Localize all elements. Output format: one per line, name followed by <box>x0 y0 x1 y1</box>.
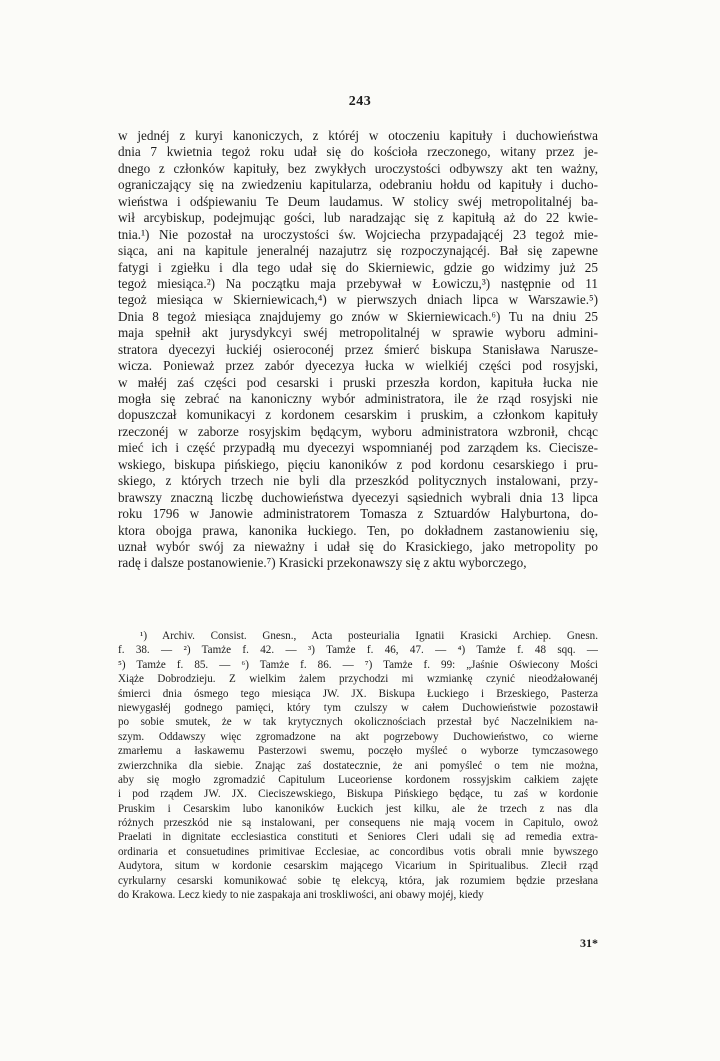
text-line: wskiego, biskupa pińskiego, pięciu kanoników z pod kordonu cesarskiego i pru- <box>118 456 598 472</box>
footnote-line: szym. Oddawszy więc zgromadzone na akt pogrzebowy Duchowieństwo, co wierne <box>118 730 598 743</box>
text-line: roku 1796 w Janowie administratorem Tomasza z Sztuardów Halyburtona, do- <box>118 506 598 522</box>
text-line: tegoż miesiąca.²) Na początku maja przebywał w Łowiczu,³) następnie od 11 <box>118 275 598 291</box>
text-line: siąca, ani na kapitule jeneralnéj nazajutrz się rozpoczynającéj. Bał się zapewne <box>118 243 598 259</box>
text-line: ograniczający się na zwiedzeniu kapitularza, odebraniu hołdu od kapituły i ducho- <box>118 177 598 193</box>
footnote-line: i pod rządem JW. JX. Cieciszewskiego, Biskupa Pińskiego będące, tu zaś w kordonie <box>118 788 598 801</box>
text-line: dopuszczał komunikacyi z kordonem cesarskim i pruskim, a członkom kapituły <box>118 407 598 423</box>
footnotes <box>118 629 598 902</box>
footnote-line: Pruskim i Cesarskim lubo kanoników Łuckich jest kilku, ale że trzech z nas dla <box>118 802 598 815</box>
text-line: dnia 7 kwietnia tegoż roku udał się do kościoła rzeczonego, witany przez je- <box>118 144 598 160</box>
footnote-line: różnych przeszkód nie są instalowani, per consequens nie mają vocem in Capitulo, owoż <box>118 817 598 830</box>
text-line: radę i dalsze postanowienie.⁷) Krasicki przekonawszy się z aktu wyborczego, <box>118 555 527 571</box>
text-line: wił arcybiskup, podejmując gości, lub naradzając się z kapitułą aż do 22 kwie- <box>118 210 598 226</box>
footnote-line: Praelati in dignitate ecclesiastica constituti et Seniores Cleri udali się ad remedia extra- <box>118 831 598 844</box>
page-number: 243 <box>348 94 372 109</box>
footnote-line: Xiąże Dobrodzieju. Z wielkim żalem przychodzi mi wzmiankę czynić nieodżałowanéj <box>118 673 598 686</box>
text-line: mieć ich i część przypadłą mu dyecezyi wspomnianéj pod zarządem ks. Ciecisze- <box>118 440 598 456</box>
text-line: rzeczonéj w zaborze rosyjskim będącym, wyboru administratora wzbronił, chcąc <box>118 423 598 439</box>
footnote-line: do Krakowa. Lecz kiedy to nie zaspakaja ani troskliwości, ani obawy mojéj, kiedy <box>118 889 484 902</box>
text-line: brawszy znaczną liczbę duchowieństwa dyecezyi sąsiednich wybrali dnia 13 lipca <box>118 489 598 505</box>
footnote-line: ⁵) Tamże f. 85. — ⁶) Tamże f. 86. — ⁷) Tamże f. 99: „Jaśnie Oświecony Mości <box>118 658 598 671</box>
text-line: skiego, z których trzech nie byli dla przeszkód politycznych instalowani, przy- <box>118 473 598 489</box>
printer-signature-mark: 31* <box>580 936 598 950</box>
footnote-line: zmarłemu a łaskawemu Pasterzowi swemu, poczęło myśleć o wyborze tymczasowego <box>118 745 598 758</box>
footnote-line: po sobie smutek, że w tak krytycznych okolicznościach przestał być Naczelnikiem na- <box>118 716 598 729</box>
text-line: ktora obojga prawa, kanonika łuckiego. Ten, po dokładnem zastanowieniu się, <box>118 522 598 538</box>
text-line: stratora dyecezyi łuckiéj osieroconéj przez śmierć biskupa Stanisława Narusze- <box>118 341 598 357</box>
text-line: mogła się zebrać na kanoniczny wybór administratora, ile że rząd rosyjski nie <box>118 391 598 406</box>
footnote-line: ordinaria et consuetudines primitivae Ecclesiae, ac concordibus votis obrali mnie bywszego <box>118 845 598 858</box>
text-line: tnia.¹) Nie pozostał na uroczystości św. Wojciecha przypadającéj 23 tegoż mie- <box>118 226 598 242</box>
footnote-line: zwierzchnika dla siebie. Znając zaś dostatecznie, że ani pomyśleć o tem nie można, <box>118 759 598 772</box>
footnote-line: niewygasłéj godnego pamięci, który tym czulszy w całem Duchowieństwie pozostawił <box>118 701 598 714</box>
footnote-line: ¹) Archiv. Consist. Gnesn., Acta posteurialia Ignatii Krasicki Archiep. Gnesn. <box>140 630 598 642</box>
text-line: tegoż miesiąca w Skierniewicach,⁴) w pierwszych dniach lipca w Warszawie.⁵) <box>118 292 598 308</box>
footnote-line: Audytora, situm w kordonie cesarskim mającego Vicarium in Spiritualibus. Zlecił rząd <box>118 860 598 873</box>
footnote-line: aby się mogło zgromadzić Capitulum Luceoriense kordonem rossyjskim całkiem zajęte <box>118 773 598 786</box>
text-line: Dnia 8 tegoż miesiąca znajdujemy go znów w Skierniewicach.⁶) Tu na dniu 25 <box>118 308 598 324</box>
text-line: dnego z członków kapituły, bez zwykłych uroczystości odbywszy akt ten ważny, <box>118 160 598 176</box>
text-line: uznał wybór swój za nieważny i udał się do Krasickiego, jako metropolity po <box>118 538 598 554</box>
footnote-line: śmierci dnia ósmego tego miesiąca JW. JX. Biskupa Łuckiego i Brzeskiego, Pasterza <box>118 687 598 700</box>
text-line: w małéj zaś części pod cesarski i pruski przeszła kordon, kapituła łucka nie <box>118 374 598 390</box>
text-line: wicza. Ponieważ przez zabór dyecezya łucka w wielkiéj części pod rosyjski, <box>118 358 598 374</box>
footnote-line: cyrkularny cesarski komunikować sobie tę elekcyą, która, jak rozumiem będzie przesłana <box>118 874 598 887</box>
text-line: w jednéj z kuryi kanoniczych, z któréj w otoczeniu kapituły i duchowieństwa <box>118 128 598 143</box>
text-line: wieństwa i odśpiewaniu Te Deum laudamus. W stolicy swéj metropolitalnéj ba- <box>118 193 598 209</box>
footnote-line: f. 38. — ²) Tamże f. 42. — ³) Tamże f. 46, 47. — ⁴) Tamże f. 48 sqq. — <box>118 644 598 657</box>
text-line: maja spełnił akt jurysdykcyi swéj metropolitalnéj w sprawie wyboru admini- <box>118 325 598 341</box>
text-line: fatygi i zgiełku i dla tego udał się do Skierniewic, gdzie go widzimy już 25 <box>118 259 598 275</box>
main-text <box>118 128 598 572</box>
